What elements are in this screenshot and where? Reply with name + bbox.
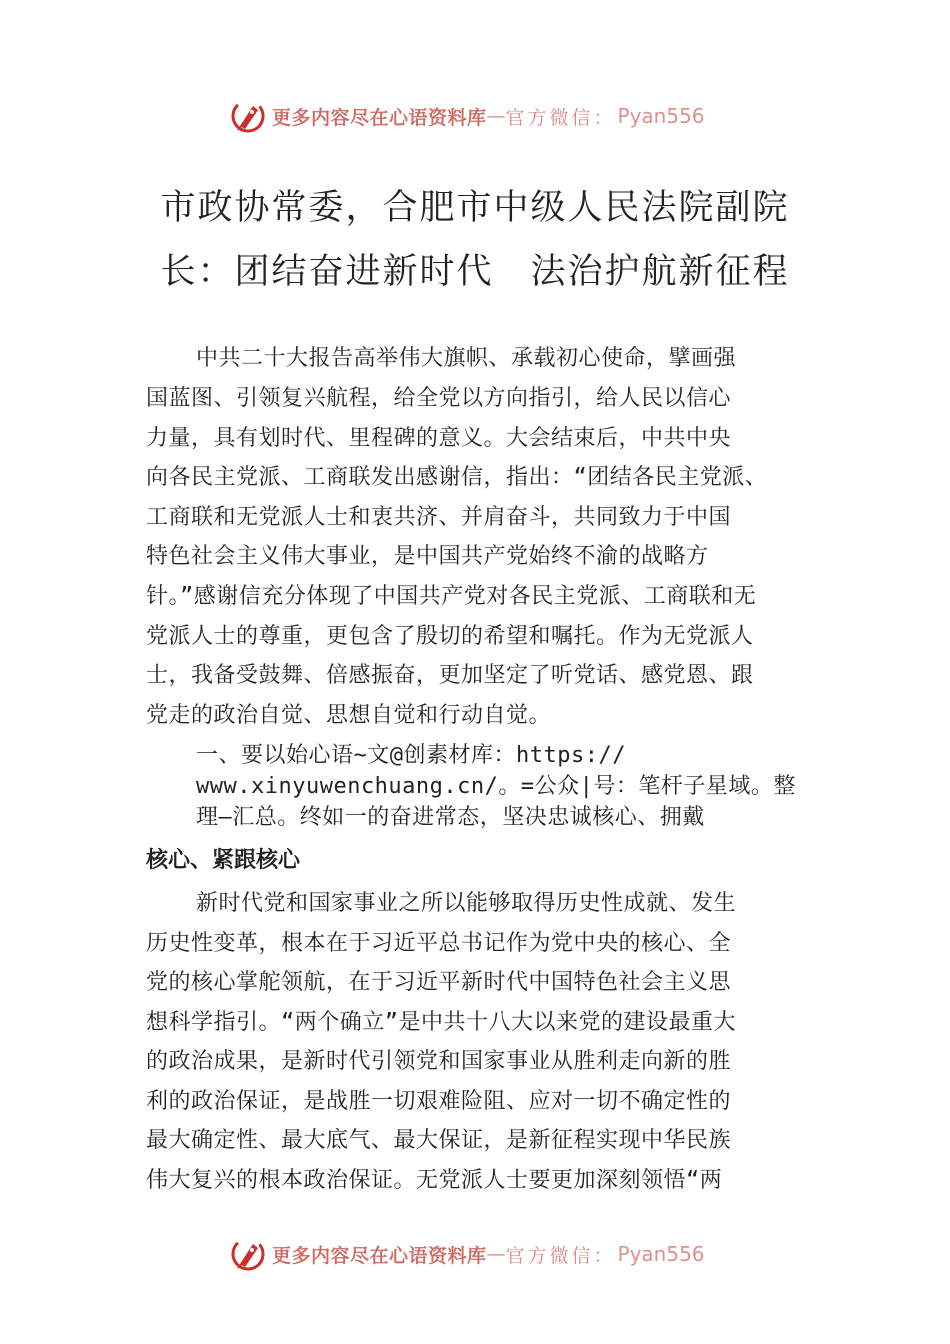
document-title-line-2: 长：团结奋进新时代 法治护航新征程: [160, 252, 790, 292]
text-line: 党的核心掌舵领航，在于习近平新时代中国特色社会主义思: [146, 970, 732, 995]
text-line: 党走的政治自觉、思想自觉和行动自觉。: [146, 703, 552, 728]
document-title-line-1: 市政协常委，合肥市中级人民法院副院: [160, 188, 790, 228]
text-line: 中共二十大报告高举伟大旗帜、承载初心使命，擘画强: [196, 346, 737, 371]
banner-dash: —: [486, 105, 506, 127]
banner-dash: —: [486, 1243, 506, 1265]
banner-wechat-id: Pyan556: [617, 104, 705, 128]
text-line: www.xinyuwenchuang.cn/。=公众|号：笔杆子星域。整: [196, 774, 796, 799]
text-line: 党派人士的尊重，更包含了殷切的希望和嘱托。作为无党派人: [146, 624, 754, 649]
text-line: 理—汇总。终如一的奋进常态，坚决忠诚核心、拥戴: [196, 805, 705, 830]
text-line: 一、要以始心语~文@创素材库：https://: [196, 743, 626, 768]
text-line: 想科学指引。“两个确立”是中共十八大以来党的建设最重大: [146, 1010, 736, 1035]
text-line: 利的政治保证，是战胜一切艰难险阻、应对一切不确定性的: [146, 1089, 732, 1114]
header-banner: [228, 96, 705, 136]
text-line: 士，我备受鼓舞、倍感振奋，更加坚定了听党话、感党恩、跟: [146, 663, 754, 688]
banner-wechat-label: 官方微信：: [505, 106, 616, 129]
text-line: 历史性变革，根本在于习近平总书记作为党中央的核心、全: [146, 931, 732, 956]
banner-wechat-label: 官方微信：: [505, 1244, 616, 1267]
text-line: 最大确定性、最大底气、最大保证，是新征程实现中华民族: [146, 1128, 732, 1153]
banner-wechat-id: Pyan556: [617, 1242, 705, 1266]
text-line: 特色社会主义伟大事业，是中国共产党始终不渝的战略方: [146, 544, 709, 569]
footer-banner: [228, 1234, 705, 1274]
text-line: 工商联和无党派人士和衷共济、并肩奋斗，共同致力于中国: [146, 505, 732, 530]
pen-nib-logo-icon: [228, 1234, 268, 1274]
banner-main-text: 更多内容尽在心语资料库: [272, 1244, 487, 1267]
text-line: 力量，具有划时代、里程碑的意义。大会结束后，中共中央: [146, 426, 732, 451]
text-line: 向各民主党派、工商联发出感谢信，指出：“团结各民主党派、: [146, 465, 768, 490]
text-line: 新时代党和国家事业之所以能够取得历史性成就、发生: [196, 891, 737, 916]
text-line: 的政治成果，是新时代引领党和国家事业从胜利走向新的胜: [146, 1049, 732, 1074]
text-line: 国蓝图、引领复兴航程，给全党以方向指引，给人民以信心: [146, 386, 732, 411]
banner-main-text: 更多内容尽在心语资料库: [272, 106, 487, 129]
section-1-heading-bold: 核心、紧跟核心: [146, 848, 301, 873]
text-line: 伟大复兴的根本政治保证。无党派人士要更加深刻领悟“两: [146, 1168, 723, 1193]
text-line: 针。”感谢信充分体现了中国共产党对各民主党派、工商联和无: [146, 584, 757, 609]
pen-nib-logo-icon: [228, 96, 268, 136]
